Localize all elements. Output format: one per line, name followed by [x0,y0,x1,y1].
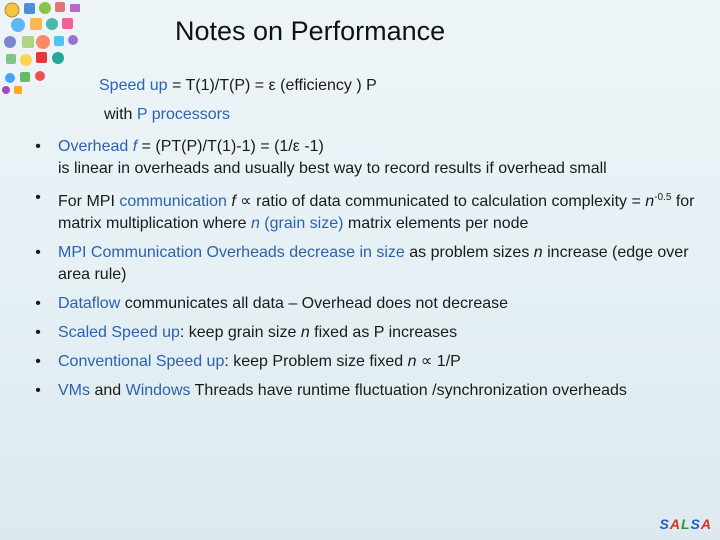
bullet-text-segment: Threads have runtime fluctuation /synchronization overheads [190,382,627,399]
speedup-with: with [104,106,137,123]
salsa-logo: SALSA [659,516,712,532]
bullet-text-segment: communicates all data – Overhead does not decrease [120,295,509,312]
bullet-text-segment: ∝ ratio of data communicated to calculation complexity = [235,193,646,210]
bullet-text-segment: n [300,324,310,341]
bullet-text-segment: fixed as P increases [309,324,458,341]
speedup-definition [99,77,377,95]
bullet-text-segment: Dataflow [58,295,121,312]
bullet-item [32,187,702,235]
bullet-marker: • [35,295,41,312]
bullet-list [32,136,702,409]
bullet-item [32,242,702,286]
bullet-text-segment: communication [119,193,227,210]
bullet-marker: • [35,353,41,370]
bullet-text-segment: : keep Problem size fixed [224,353,408,370]
bullet-marker: • [35,324,41,341]
bullet-text-segment: ∝ 1/P [416,353,461,370]
bullet-text-segment: as problem sizes [404,244,534,261]
bullet-item [32,322,702,344]
bullet-item [32,380,702,402]
bullet-text-segment: VMs [58,382,90,399]
bullet-text-segment: (grain size) [259,215,344,232]
bullet-text-segment: for matrix multiplication where [58,193,695,232]
slide-title: Notes on Performance [175,16,446,46]
bullet-text-segment: For MPI [58,193,120,210]
bullet-item [32,136,702,180]
speedup-term: Speed up [99,77,168,94]
bullet-text-segment: f [132,138,138,155]
bullet-text-segment: Windows [125,382,191,399]
bullet-item [32,351,702,373]
bullet-text-segment: n [407,353,417,370]
bullet-text-segment: Scaled Speed up [58,324,180,341]
speedup-formula: = T(1)/T(P) = ε (efficiency ) P [167,77,377,94]
application-icons-cluster-icon [0,0,92,100]
bullet-text-segment: Overhead [58,138,133,155]
bullet-text-segment: f [226,193,236,210]
bullet-marker: • [35,189,41,206]
bullet-text-segment: and [90,382,126,399]
speedup-processors-term: P processors [136,106,230,123]
bullet-item [32,293,702,315]
bullet-text-segment: : keep grain size [179,324,301,341]
bullet-text-segment: increase (edge over area rule) [58,244,689,283]
bullet-text-segment: = (PT(P)/T(1)-1) = (1/ε -1) [137,138,324,155]
bullet-text-segment: matrix elements per node [343,215,529,232]
bullet-text-segment: n [250,215,260,232]
bullet-marker: • [35,244,41,261]
bullet-text-segment: -0.5 [654,192,672,203]
bullet-marker: • [35,138,41,155]
speedup-processors [104,106,230,124]
bullet-text-segment: n [533,244,543,261]
bullet-text-segment: MPI Communication Overheads decrease in size [58,244,405,261]
bullet-text-segment: n [645,193,655,210]
bullet-marker: • [35,382,41,399]
bullet-text-segment: Conventional Speed up [58,353,225,370]
bullet-text-segment: is linear in overheads and usually best way to record results if overhead small [58,160,607,177]
